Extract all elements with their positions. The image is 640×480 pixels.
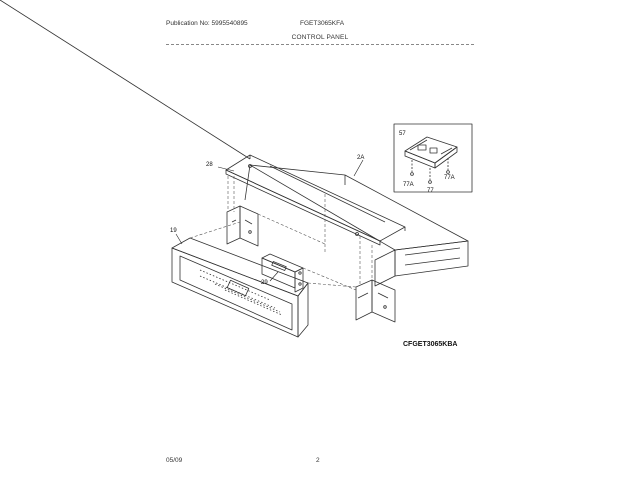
callout-28: 28 — [206, 162, 213, 168]
right-end-bracket — [356, 280, 395, 322]
control-panel-part — [172, 238, 308, 337]
callout-57: 57 — [399, 131, 406, 137]
callout-2a: 2A — [357, 155, 365, 161]
control-board-part — [405, 137, 457, 168]
callout-29: 29 — [261, 280, 268, 286]
left-end-bracket — [227, 206, 258, 246]
callout-77a-left: 77A — [403, 182, 414, 188]
callout-19: 19 — [170, 228, 177, 234]
model-number: FGET3065KFA — [300, 20, 345, 27]
footer-date: 05/09 — [166, 457, 183, 464]
section-title: CONTROL PANEL — [291, 34, 349, 41]
callout-77a-right: 77A — [444, 175, 455, 181]
publication-number: Publication No: 5995540895 — [166, 20, 248, 27]
footer-page-number: 2 — [316, 457, 320, 464]
diagram-code: CFGET3065KBA — [403, 341, 458, 348]
callout-77: 77 — [427, 188, 434, 194]
top-trim-part — [0, 0, 405, 245]
